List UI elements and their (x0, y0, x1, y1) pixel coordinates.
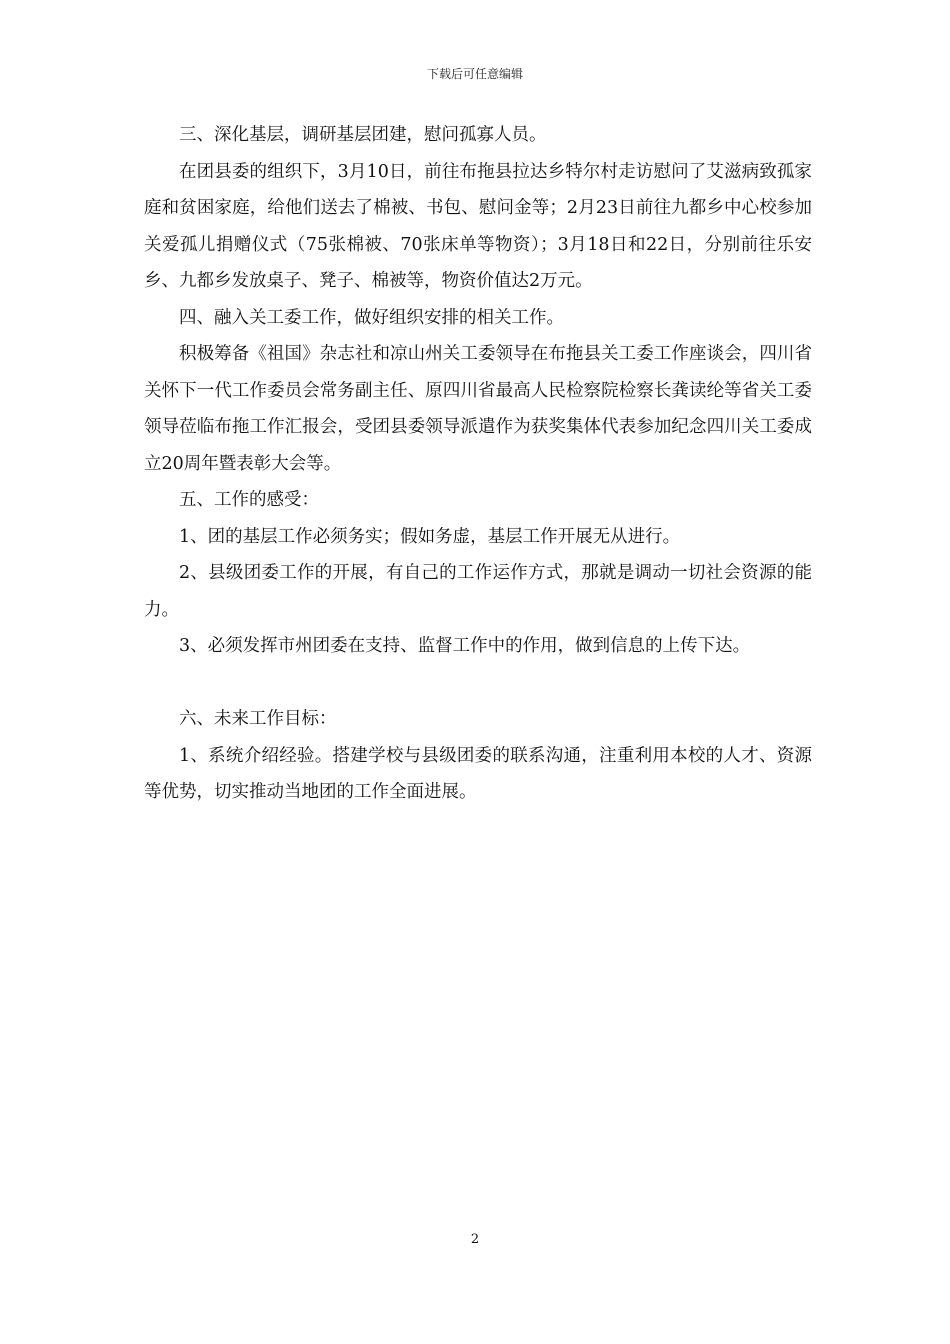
section-heading-4: 四、融入关工委工作，做好组织安排的相关工作。 (179, 307, 564, 328)
reflection-item-1: 1、团的基层工作必须务实；假如务虚，基层工作开展无从进行。 (179, 526, 681, 547)
paragraph-committee-work: 积极筹备《祖国》杂志社和凉山州关工委领导在布拖县关工委工作座谈会，四川省关怀下一代工作委员会常务副主任、原四川省最高人民检察院检察长龚读纶等省关工委领导莅临布拖工作汇报会，受团县委领导派遣作为获奖集体代表参加纪念四川关工委成立20周年暨表彰大会等。 (144, 344, 812, 474)
section-heading-5: 五、工作的感受： (179, 490, 319, 510)
reflection-item-2: 2、县级团委工作的开展，有自己的工作运作方式，那就是调动一切社会资源的能力。 (144, 563, 812, 620)
blank-line (144, 665, 812, 702)
page-number: 2 (470, 1232, 480, 1247)
section-heading-6: 六、未来工作目标： (179, 709, 337, 729)
page-header-note: 下载后可任意编辑 (426, 67, 523, 81)
goal-item-1: 1、系统介绍经验。搭建学校与县级团委的联系沟通，注重利用本校的人才、资源等优势，切实推动当地团的工作全面进展。 (144, 745, 812, 802)
paragraph-visits: 在团县委的组织下，3月10日，前往布拖县拉达乡特尔村走访慰问了艾滋病致孤家庭和贫困家庭，给他们送去了棉被、书包、慰问金等；2月23日前往九都乡中心校参加关爱孤儿捐赠仪式（75张棉被、70张床单等物资）；3月18日和22日，分别前往乐安乡、九都乡发放桌子、凳子、棉被等，物资价值达2万元。 (144, 161, 812, 291)
section-heading-3: 三、深化基层，调研基层团建，慰问孤寡人员。 (179, 125, 547, 145)
document-body (144, 117, 812, 811)
reflection-item-3: 3、必须发挥市州团委在支持、监督工作中的作用，做到信息的上传下达。 (179, 636, 751, 656)
